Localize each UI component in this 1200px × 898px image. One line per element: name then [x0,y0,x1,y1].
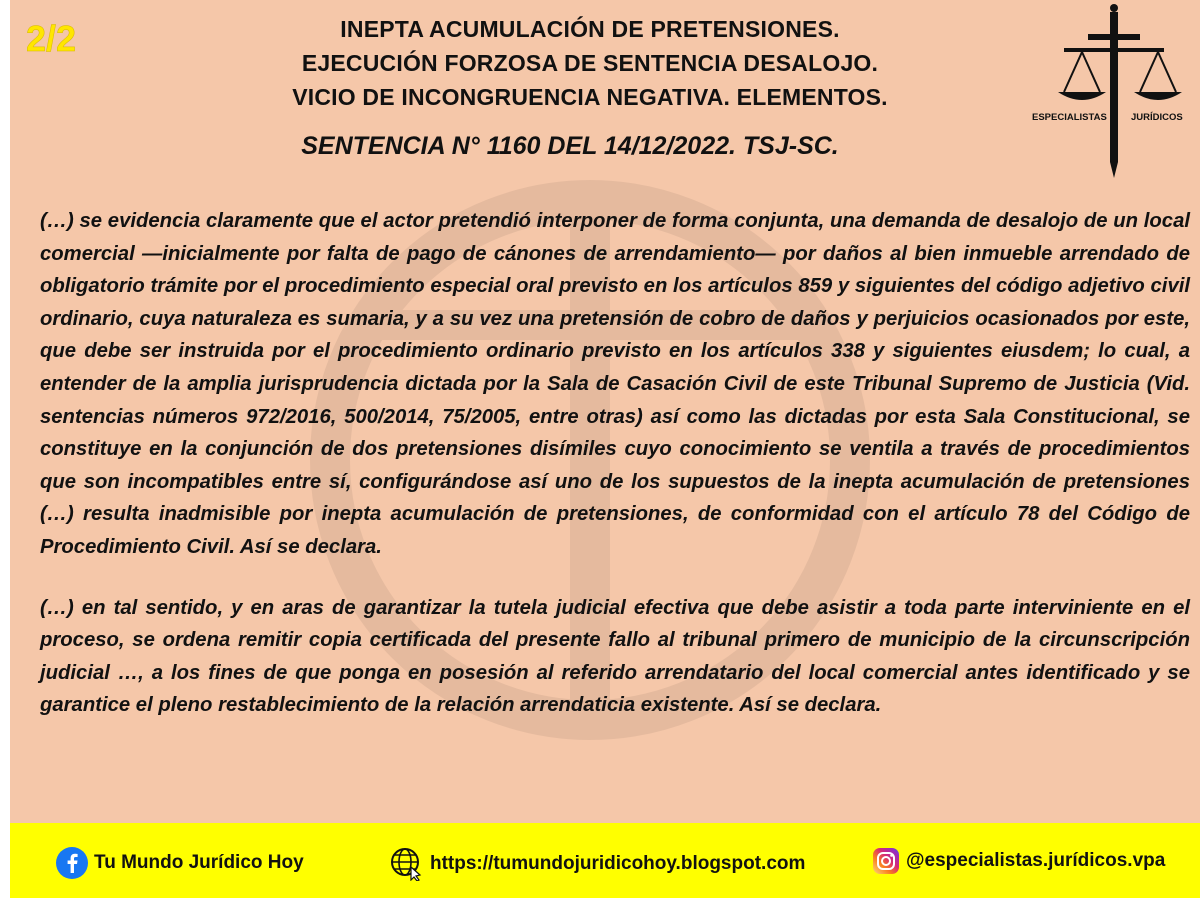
facebook-label: Tu Mundo Jurídico Hoy [94,852,304,873]
facebook-link[interactable] [56,847,304,879]
document-body [40,205,1190,750]
footer-bar [10,823,1200,898]
globe-icon [390,847,424,881]
page-number: 2/2 [26,18,77,59]
instagram-icon [872,847,900,875]
header-title-line: EJECUCIÓN FORZOSA DE SENTENCIA DESALOJO. [301,50,879,76]
document-header [210,12,970,114]
instagram-link[interactable] [872,847,1165,875]
scales-of-justice-icon [1028,2,1200,180]
body-paragraph: (…) se evidencia claramente que el actor pretendió interponer de forma conjunta, una demanda de desalojo de un local comercial —inicialmente por falta de pago de cánones de arrendamiento— por daños al bien inmueble arrendado de obligatorio trámite por el procedimiento especial oral previsto en los artículos 859 y siguientes del código adjetivo civil ordinario, cuya naturaleza es sumaria, y a su vez una pretensión de cobro de daños y perjuicios ocasionados por este, que debe ser instruida por el procedimiento ordinario previsto en los artículos 338 y siguientes eiusdem; lo cual, a entender de la amplia jurisprudencia dictada por la Sala de Casación Civil de este Tribunal Supremo de Justicia (Vid. sentencias números 972/2016, 500/2014, 75/2005, entre otras) así como las dictadas por esta Sala Constitucional, se constituye en la conjunción de dos pretensiones disímiles cuyo conocimiento se ventila a través de procedimientos que son incompatibles entre sí, configurándose así uno de los supuestos de la inepta acumulación de pretensiones (…) resulta inadmisible por inepta acumulación de pretensiones, de conformidad con el artículo 78 del Código de Procedimiento Civil. Así se declara. [40,210,1190,558]
document-card [10,0,1200,823]
header-title-line: INEPTA ACUMULACIÓN DE PRETENSIONES. [340,16,840,42]
instagram-label: @especialistas.jurídicos.vpa [906,850,1166,871]
sentence-reference: SENTENCIA N° 1160 DEL 14/12/2022. TSJ-SC. [301,132,839,160]
header-title-line: VICIO DE INCONGRUENCIA NEGATIVA. ELEMENTOS. [292,84,888,110]
body-paragraph: (…) en tal sentido, y en aras de garantizar la tutela judicial efectiva que debe asistir a toda parte interviniente en el proceso, se ordena remitir copia certificada del presente fallo al tribunal primero de municipio de la circunscripción judicial …, a los fines de que ponga en posesión al referido arrendatario del local comercial antes identificado y se garantice el pleno restablecimiento de la relación arrendaticia existente. Así se declara. [40,596,1190,717]
website-link[interactable] [390,847,805,881]
scales-of-justice-logo [1028,2,1200,180]
logo-text-left: ESPECIALISTAS [1032,112,1107,123]
logo-text-right: JURÍDICOS [1131,112,1183,123]
facebook-icon [56,847,88,879]
website-label: https://tumundojuridicohoy.blogspot.com [430,853,806,874]
